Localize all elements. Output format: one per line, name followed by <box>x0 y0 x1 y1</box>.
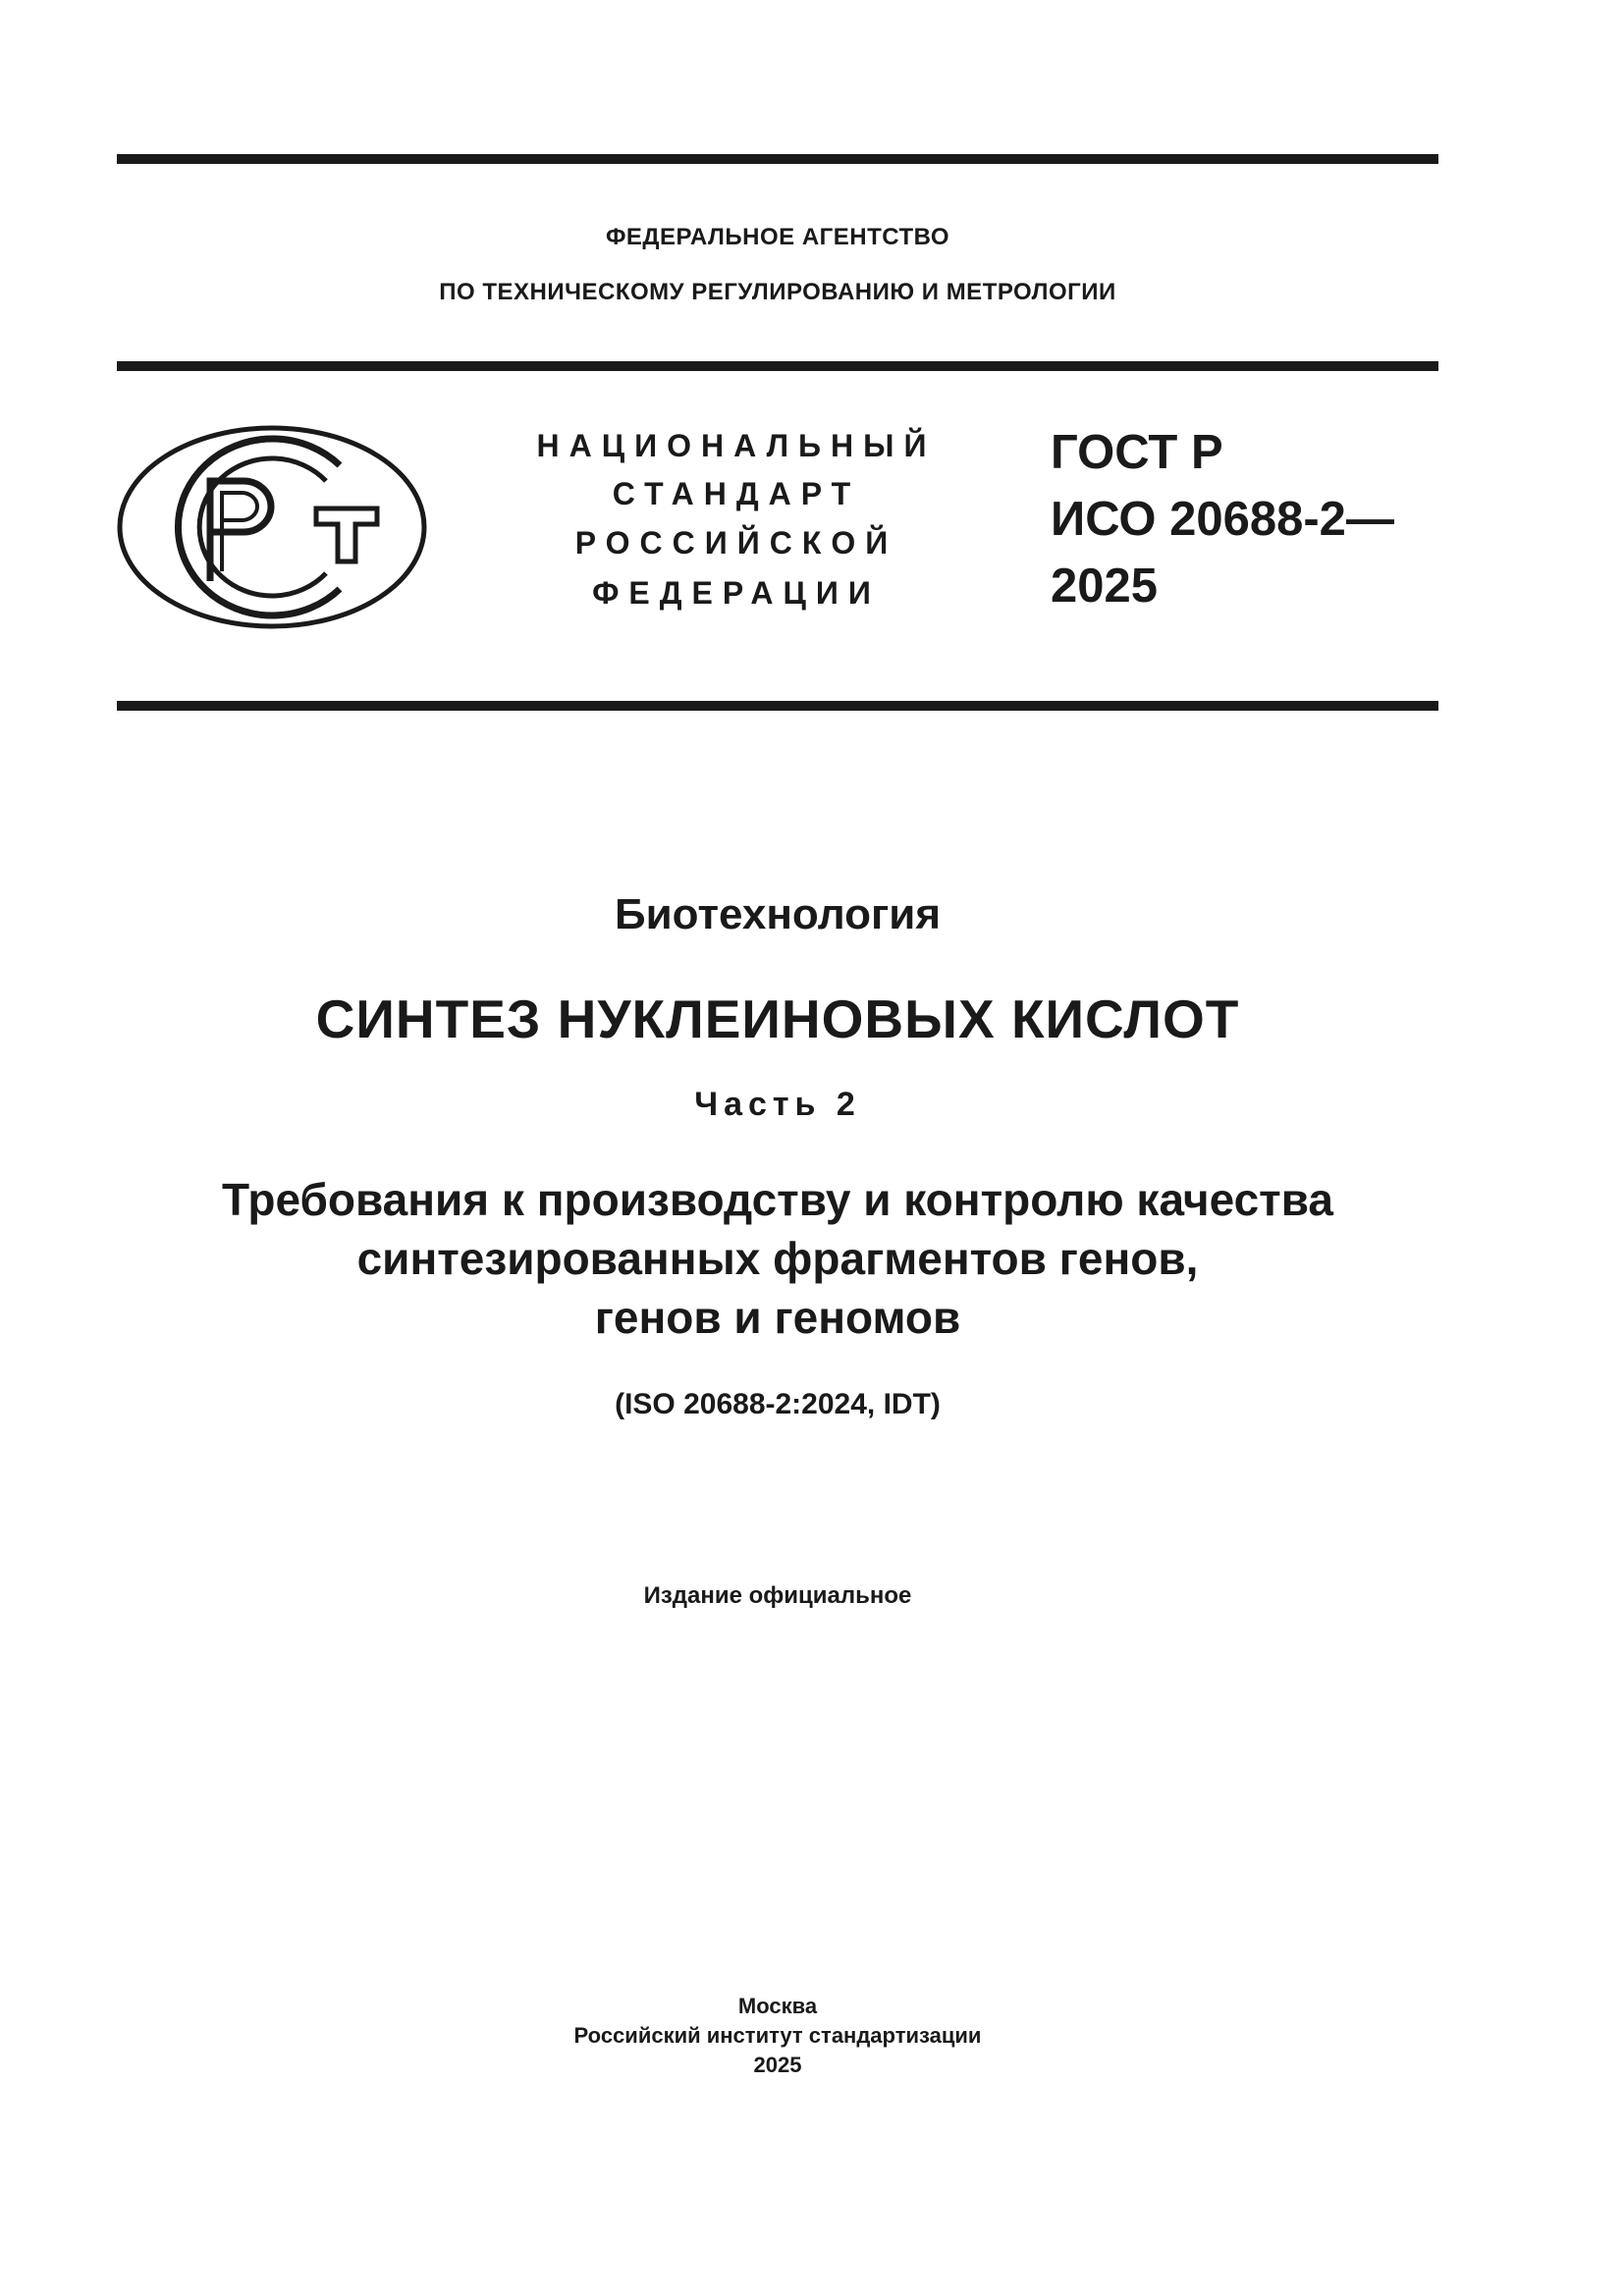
iso-reference: (ISO 20688-2:2024, IDT) <box>615 1388 941 1420</box>
agency-line-2: ПО ТЕХНИЧЕСКОМУ РЕГУЛИРОВАНИЮ И МЕТРОЛОГИИ <box>439 279 1116 305</box>
title-part: Часть 2 <box>694 1086 861 1123</box>
agency-line-1: ФЕДЕРАЛЬНОЕ АГЕНТСТВО <box>605 224 950 250</box>
rst-logo-icon <box>116 424 428 630</box>
title-sub-line-2: синтезированных фрагментов генов, <box>356 1233 1199 1284</box>
standard-type-line-3: РОССИЙСКОЙ <box>574 525 898 561</box>
standard-type-line-2: СТАНДАРТ <box>612 476 861 511</box>
title-sub-line-3: генов и геномов <box>594 1292 961 1343</box>
imprint-city: Москва <box>737 1994 818 2018</box>
header-rule <box>117 361 1438 371</box>
title-sub-line-1: Требования к производству и контролю качества <box>222 1174 1333 1225</box>
title-main: СИНТЕЗ НУКЛЕИНОВЫХ КИСЛОТ <box>315 988 1240 1049</box>
imprint-year: 2025 <box>753 2053 802 2077</box>
designation-line-2: ИСО 20688-2— <box>1051 493 1394 546</box>
imprint-publisher: Российский институт стандартизации <box>573 2023 982 2048</box>
top-rule <box>117 154 1438 164</box>
designation-line-3: 2025 <box>1051 560 1159 613</box>
designation-rule <box>117 701 1438 711</box>
designation-line-1: ГОСТ Р <box>1051 426 1223 479</box>
title-field: Биотехнология <box>614 890 942 938</box>
edition-note: Издание официальное <box>643 1582 912 1609</box>
standard-type-line-4: ФЕДЕРАЦИИ <box>592 575 881 611</box>
standard-type-line-1: НАЦИОНАЛЬНЫЙ <box>536 428 937 463</box>
